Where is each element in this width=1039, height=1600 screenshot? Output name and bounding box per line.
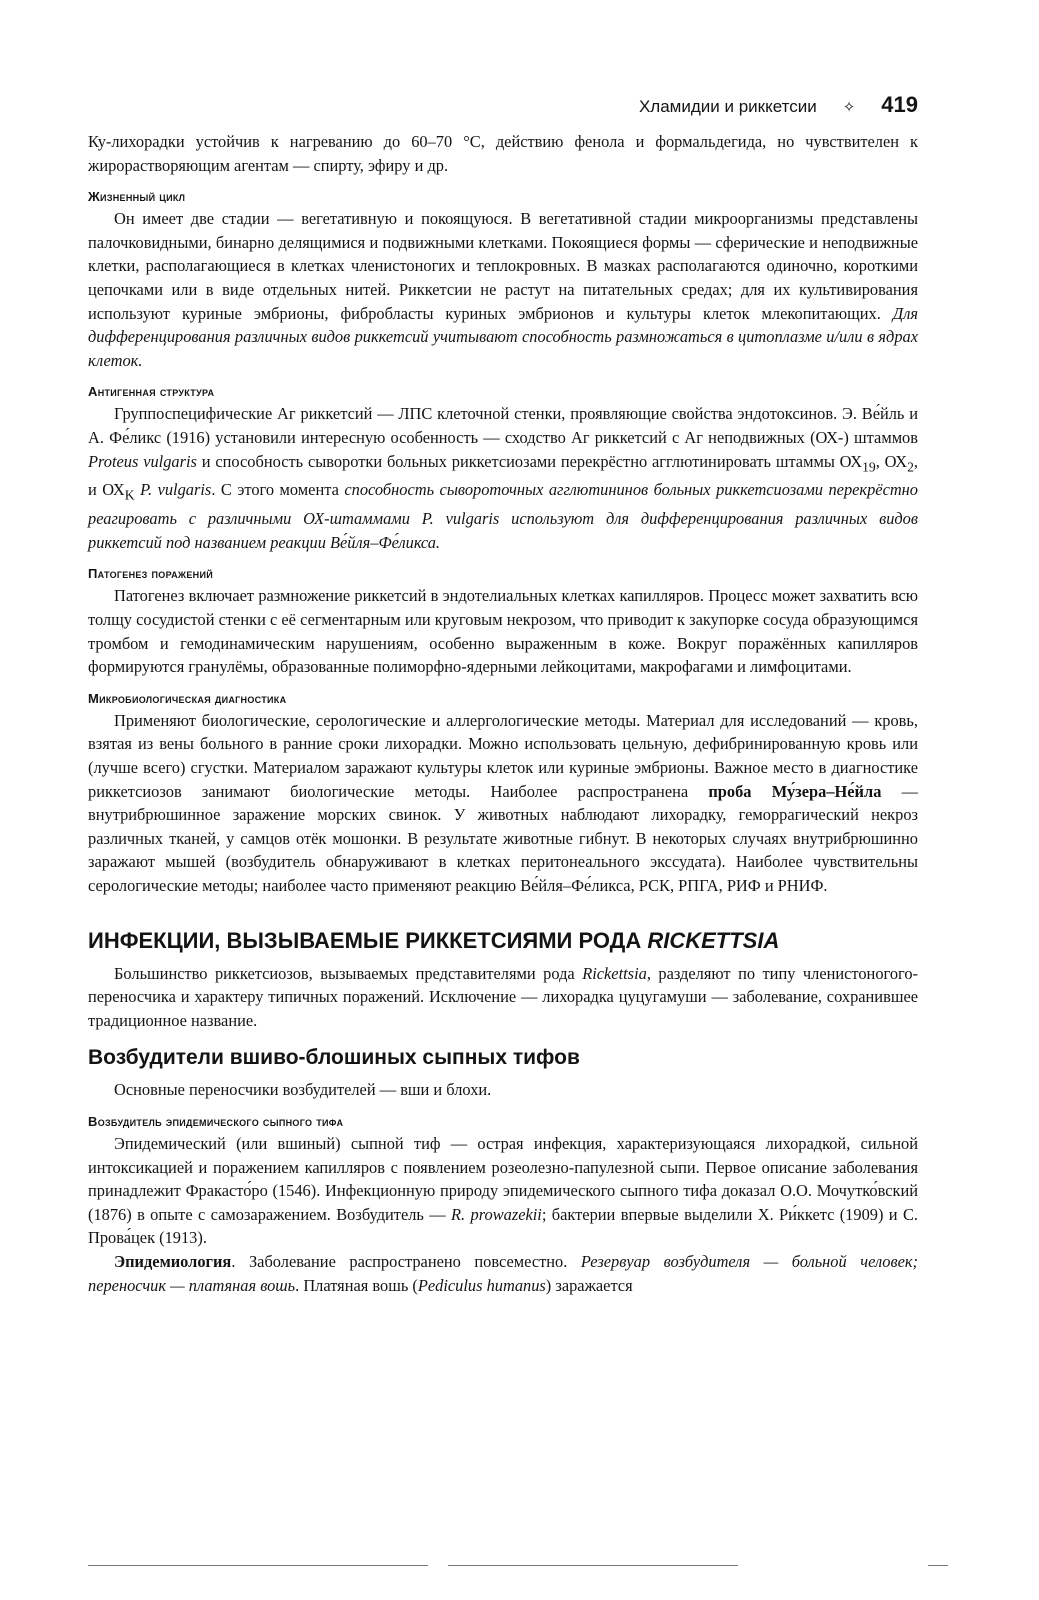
epidemiology-text-1: . Заболевание распространено повсеместно. xyxy=(231,1251,581,1271)
antigen-italic-2: P. vulgaris xyxy=(140,480,212,500)
epidemiology-italic-1: Резервуар возбудителя — больной человек; переносчик — платяная вошь xyxy=(88,1251,918,1295)
diagnostics-bold: проба Му́зера–Не́йла xyxy=(708,781,882,801)
typhus-heading: Возбудители вшиво-блошиных сыпных тифов xyxy=(88,1046,580,1070)
diagnostics-heading: Микробиологическая диагностика xyxy=(88,690,287,706)
life-cycle-text: Он имеет две стадии — вегетативную и покоящуюся. В вегетативной стадии микроорганизмы представлены палочковидными, бинарно делящимися и подвижными клетками. Покоящиеся формы — сферические и неподвижные клетки, располагающиеся в клетках членистоногих и теплокровных. В мазках располагаются одиночно, короткими цепочками или в виде отдельных нитей. Риккетсии не растут на питательных средах; для их культивирования используют куриные эмбрионы, фибробласты куриных эмбрионов и культуры клеток млекопитающих. xyxy=(88,209,918,323)
section-italic: Rickettsia xyxy=(582,963,647,983)
section-paragraph xyxy=(88,962,918,1033)
life-cycle-heading: Жизненный цикл xyxy=(88,189,186,205)
antigen-text-4: , и ОХ xyxy=(88,451,918,500)
epidemic-heading: Возбудитель эпидемического сыпного тифа xyxy=(88,1113,344,1129)
life-cycle-italic: Для дифференцирования различных видов риккетсий учитывают способность размножаться в цитоплазме и/или в ядрах клеток. xyxy=(88,303,918,370)
pathogenesis-heading: Патогенез поражений xyxy=(88,566,213,582)
epidemic-text-1: Эпидемический (или вшиный) сыпной тиф — острая инфекция, характеризующаяся лихорадкой, сильной интоксикацией и поражением капилляров с появлением розеолезно-папулезной сыпи. Первое описание заболевания принадлежит Фракасто́ро (1546). Инфекционную природу эпидемического сыпного тифа доказал О.О. Мочутко́вский (1876) в опыте с самозаражением. Возбудитель — xyxy=(88,1133,918,1224)
antigen-sub-2: 2 xyxy=(907,458,914,474)
epidemiology-text-3: ) заражается xyxy=(545,1275,633,1295)
diagnostics-text-2: — внутрибрюшинное заражение морских свинок. У животных наблюдают лихорадку, геморрагический некроз различных тканей, у самцов отёк мошонки. В результате животные гибнут. В некоторых случаях внутрибрюшинно заражают мышей (возбудитель обнаруживают в клетках перитонеального экссудата). Наиболее чувствительны серологические методы; наиболее часто применяют реакцию Ве́йля–Фе́ликса, РСК, РПГА, РИФ и РНИФ. xyxy=(88,781,919,895)
running-head-title: Хламидии и риккетсии xyxy=(638,97,817,116)
epidemiology-italic-2: Pediculus humanus xyxy=(417,1275,546,1295)
antigen-text-3: , ОХ xyxy=(875,451,908,471)
antigen-text-2: и способность сыворотки больных риккетсиозами перекрёстно агглютинировать штаммы ОХ xyxy=(196,451,863,471)
diamond-icon: ✧ xyxy=(842,99,856,116)
antigen-sub-3: K xyxy=(124,487,135,503)
antigen-heading: Антигенная структура xyxy=(88,384,215,400)
diagnostics-text-1: Применяют биологические, серологические и аллергологические методы. Материал для исследований — кровь, взятая из вены больного в ранние сроки лихорадки. Можно использовать цельную, дефибринированную кровь или (лучше всего) сгустки. Материалом заражают культуры клеток или куриные эмбрионы. Важное место в диагностике риккетсиозов занимают биологические методы. Наиболее распространена xyxy=(88,710,918,801)
scan-footer-lines xyxy=(88,1565,948,1569)
pathogenesis-paragraph: Патогенез включает размножение риккетсий в эндотелиальных клетках капилляров. Процесс может захватить всю толщу сосудистой стенки с её сегментарным или круговым некрозом, что приводит к закупорке сосуда образующимся тромбом и гемодинамическим нарушениям, особенно выраженным в коже. Вокруг поражённых капилляров формируются гранулёмы, образованные полиморфно-ядерными лейкоцитами, макрофагами и лимфоцитами. xyxy=(88,586,918,677)
epidemic-text-2: ; бактерии впервые выделили Х. Ри́ккетс (1909) и С. Прова́цек (1913). xyxy=(88,1204,918,1248)
antigen-paragraph xyxy=(88,402,918,554)
antigen-text-6: . С этого момента xyxy=(211,480,345,500)
section-heading xyxy=(88,928,918,954)
scan-line xyxy=(928,1565,948,1566)
diagnostics-paragraph xyxy=(88,709,918,898)
scan-line xyxy=(88,1565,428,1566)
scan-line xyxy=(448,1565,738,1566)
section-heading-italic: RICKETTSIA xyxy=(647,927,780,953)
page xyxy=(88,92,918,1297)
epidemiology-label: Эпидемиология xyxy=(114,1251,232,1271)
section-heading-plain: ИНФЕКЦИИ, ВЫЗЫВАЕМЫЕ РИККЕТСИЯМИ РОДА xyxy=(88,927,648,953)
running-head xyxy=(88,92,918,118)
section-text-2: , разделяют по типу членистоногого-переносчика и характеру типичных поражений. Исключение — лихорадка цуцугамуши — заболевание, сохранившее традиционное название. xyxy=(88,963,919,1030)
epidemiology-text-2: . Платяная вошь ( xyxy=(295,1275,418,1295)
epidemic-paragraph xyxy=(88,1132,918,1250)
section-text-1: Большинство риккетсиозов, вызываемых представителями рода xyxy=(114,963,583,983)
antigen-sub-1: 19 xyxy=(862,458,876,474)
epidemiology-paragraph xyxy=(88,1250,918,1297)
page-number: 419 xyxy=(881,92,918,117)
intro-paragraph: Ку-лихорадки устойчив к нагреванию до 60–70 °С, действию фенола и формальдегида, но чувствителен к жирорастворяющим агентам — спирту, эфиру и др. xyxy=(88,132,918,175)
epidemic-italic: R. prowazekii xyxy=(451,1204,542,1224)
antigen-italic-1: Proteus vulgaris xyxy=(88,451,197,471)
antigen-italic-3: способность сывороточных агглютининов больных риккетсиозами перекрёстно реагировать с различными ОХ-штаммами P. vulgaris используют для дифференцирования различных видов риккетсий под названием реакции Ве́йля–Фе́ликса. xyxy=(88,480,919,552)
life-cycle-paragraph xyxy=(88,207,918,372)
typhus-paragraph: Основные переносчики возбудителей — вши и блохи. xyxy=(114,1080,492,1100)
antigen-text-1: Группоспецифические Аг риккетсий — ЛПС клеточной стенки, проявляющие свойства эндотоксинов. Э. Ве́йль и А. Фе́ликс (1916) установили интересную особенность — сходство Аг риккетсий с Аг неподвижных (ОХ-) штаммов xyxy=(88,404,918,447)
